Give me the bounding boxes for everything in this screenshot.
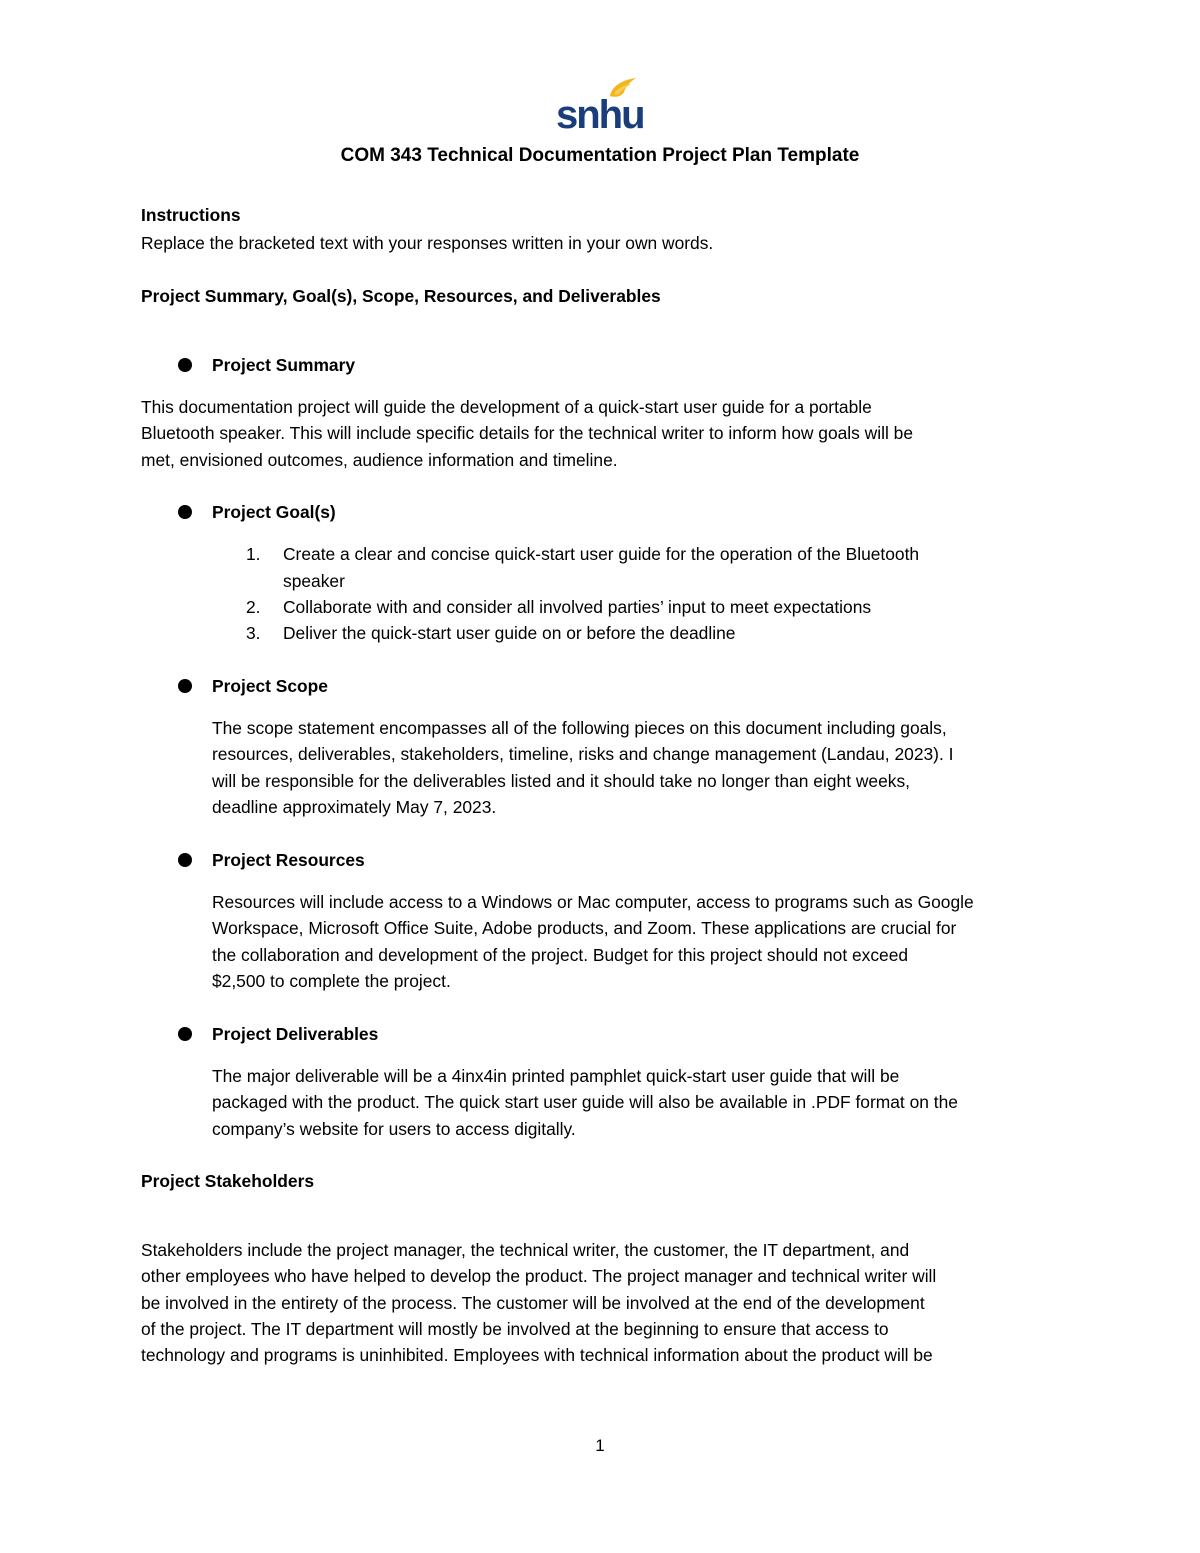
stakeholders-line: Stakeholders include the project manager, the technical writer, the customer, the IT department, and — [141, 1240, 910, 1260]
snhu-logo — [552, 72, 644, 134]
bullet-label: Project Deliverables — [212, 1024, 379, 1044]
svg-text:snhu: snhu — [556, 93, 644, 134]
deliverables-line: packaged with the product. The quick start user guide will also be available in .PDF format on the — [212, 1092, 958, 1112]
bullet-dot-icon — [178, 1027, 192, 1041]
bullet-label: Project Summary — [212, 355, 356, 375]
bullet-dot-icon — [178, 853, 192, 867]
page-number: 1 — [595, 1436, 605, 1455]
goal-text: Deliver the quick-start user guide on or before the deadline — [283, 623, 736, 643]
stakeholders-heading: Project Stakeholders — [141, 1171, 315, 1191]
scope-line: will be responsible for the deliverables listed and it should take no longer than eight weeks, — [212, 771, 910, 791]
goal-text: Collaborate with and consider all involved parties’ input to meet expectations — [283, 597, 872, 617]
resources-line: Resources will include access to a Windows or Mac computer, access to programs such as Google — [212, 892, 974, 912]
bullet-dot-icon — [178, 679, 192, 693]
scope-line: The scope statement encompasses all of the following pieces on this document including goals, — [212, 718, 947, 738]
bullet-label: Project Resources — [212, 850, 365, 870]
goal-number: 1. — [246, 544, 261, 564]
resources-line: the collaboration and development of the project. Budget for this project should not exceed — [212, 945, 909, 965]
stakeholders-line: technology and programs is uninhibited. Employees with technical information about the product will be — [141, 1345, 933, 1365]
stakeholders-line: of the project. The IT department will mostly be involved at the beginning to ensure that access to — [141, 1319, 889, 1339]
deliverables-line: company’s website for users to access digitally. — [212, 1119, 576, 1139]
bullet-dot-icon — [178, 505, 192, 519]
bullet-label: Project Goal(s) — [212, 502, 336, 522]
scope-line: deadline approximately May 7, 2023. — [212, 797, 497, 817]
section-heading-summary-goals: Project Summary, Goal(s), Scope, Resources, and Deliverables — [141, 286, 661, 306]
goal-number: 2. — [246, 597, 261, 617]
summary-line: This documentation project will guide the development of a quick-start user guide for a portable — [141, 397, 872, 417]
summary-line: Bluetooth speaker. This will include specific details for the technical writer to inform how goals will be — [141, 423, 913, 443]
instructions-text: Replace the bracketed text with your responses written in your own words. — [141, 233, 714, 253]
goal-text: speaker — [283, 571, 345, 591]
bullet-dot-icon — [178, 358, 192, 372]
resources-line: Workspace, Microsoft Office Suite, Adobe products, and Zoom. These applications are crucial for — [212, 918, 957, 938]
stakeholders-line: other employees who have helped to develop the product. The project manager and technical writer will — [141, 1266, 937, 1286]
goal-number: 3. — [246, 623, 261, 643]
document-title: COM 343 Technical Documentation Project Plan Template — [340, 145, 860, 166]
instructions-heading: Instructions — [141, 205, 241, 225]
resources-line: $2,500 to complete the project. — [212, 971, 451, 991]
scope-line: resources, deliverables, stakeholders, timeline, risks and change management (Landau, 2023). I — [212, 744, 954, 764]
snhu-logo-graphic — [552, 72, 644, 134]
deliverables-line: The major deliverable will be a 4inx4in printed pamphlet quick-start user guide that will be — [212, 1066, 900, 1086]
bullet-label: Project Scope — [212, 676, 328, 696]
stakeholders-line: be involved in the entirety of the process. The customer will be involved at the end of the development — [141, 1293, 925, 1313]
goal-text: Create a clear and concise quick-start user guide for the operation of the Bluetooth — [283, 544, 920, 564]
summary-line: met, envisioned outcomes, audience information and timeline. — [141, 450, 618, 470]
